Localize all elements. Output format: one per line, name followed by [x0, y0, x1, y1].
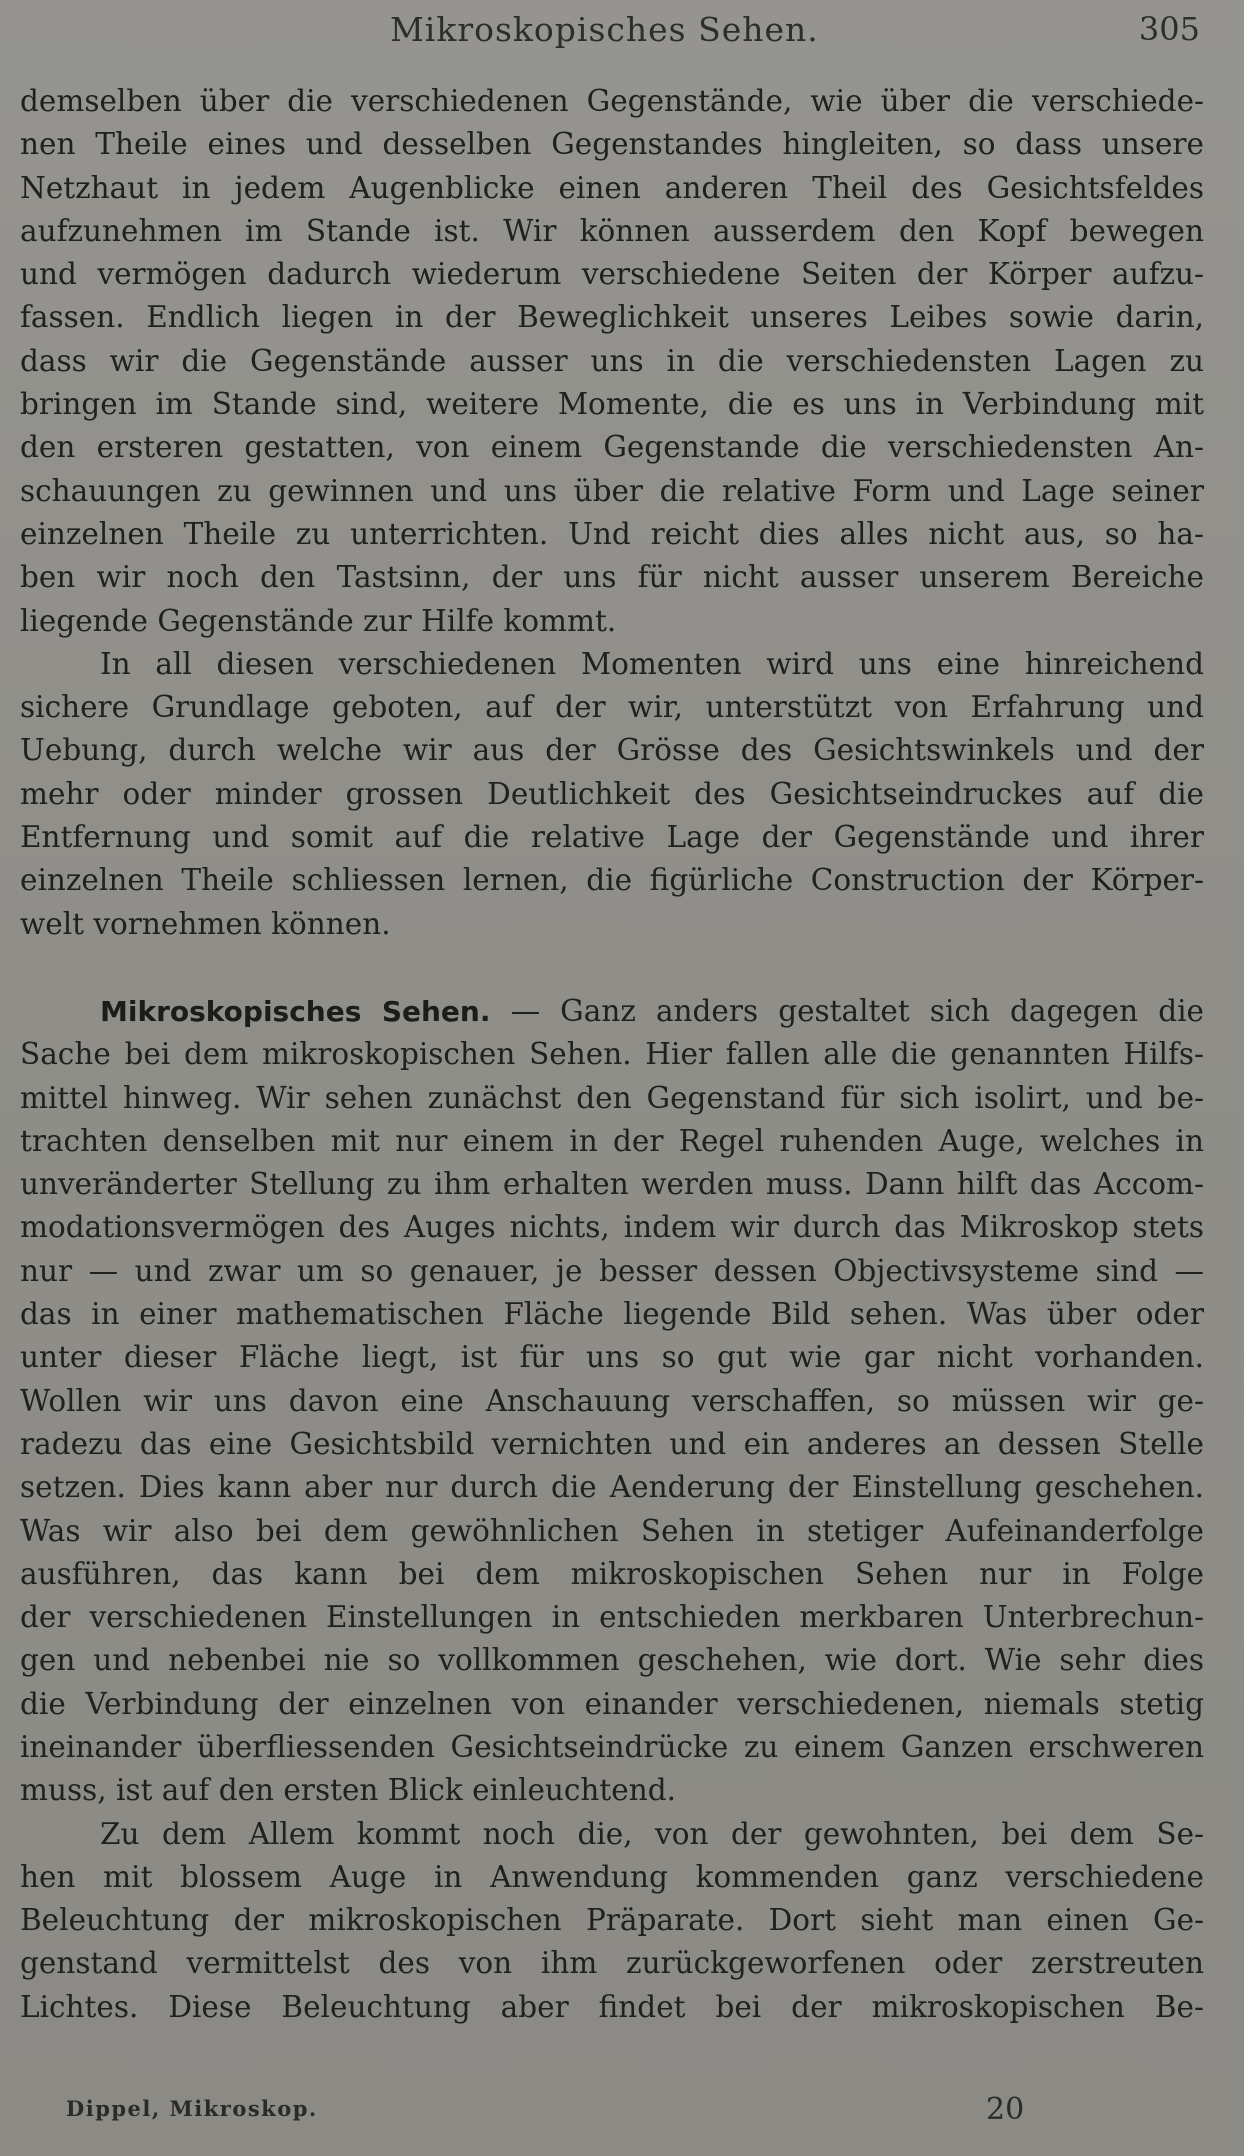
text-line: Uebung, durch welche wir aus der Grösse des Gesichtswinkels und der	[20, 733, 1204, 768]
text-line: muss, ist auf den ersten Blick einleuchtend.	[20, 1773, 677, 1808]
text-line: hen mit blossem Auge in Anwendung kommenden ganz verschiedene	[20, 1859, 1204, 1894]
text-line: unveränderter Stellung zu ihm erhalten werden muss. Dann hilft das Accom-	[20, 1167, 1204, 1202]
text-line: mittel hinweg. Wir sehen zunächst den Gegenstand für sich isolirt, und be-	[20, 1080, 1204, 1115]
text-line: genstand vermittelst des von ihm zurückgeworfenen oder zerstreuten	[20, 1946, 1204, 1981]
text-line	[20, 990, 1204, 1033]
text-line: sichere Grundlage geboten, auf der wir, unterstützt von Erfahrung und	[20, 690, 1204, 725]
text-line: Zu dem Allem kommt noch die, von der gewohnten, bei dem Se-	[100, 1816, 1204, 1851]
text-line: der verschiedenen Einstellungen in entschieden merkbaren Unterbrechun-	[20, 1600, 1204, 1635]
text-line: Sache bei dem mikroskopischen Sehen. Hier fallen alle die genannten Hilfs-	[20, 1037, 1204, 1072]
section-paragraph	[20, 990, 1204, 1813]
text-line: Netzhaut in jedem Augenblicke einen anderen Theil des Gesichtsfeldes	[20, 170, 1204, 205]
text-line: ausführen, das kann bei dem mikroskopischen Sehen nur in Folge	[20, 1556, 1204, 1591]
section-gap	[20, 946, 1204, 990]
page-footer	[0, 2090, 1244, 2130]
text-line: fassen. Endlich liegen in der Beweglichkeit unseres Leibes sowie darin,	[20, 300, 1204, 335]
text-line: dass wir die Gegenstände ausser uns in die verschiedensten Lagen zu	[20, 343, 1204, 378]
text-line: Entfernung und somit auf die relative Lage der Gegenstände und ihrer	[20, 820, 1204, 855]
text-line: Beleuchtung der mikroskopischen Präparate. Dort sieht man einen Ge-	[20, 1903, 1204, 1938]
text-line: In all diesen verschiedenen Momenten wird uns eine hinreichend	[100, 646, 1204, 681]
text-line: modationsvermögen des Auges nichts, indem wir durch das Mikroskop stets	[20, 1210, 1204, 1245]
paragraph-continued	[20, 80, 1204, 643]
text-line: demselben über die verschiedenen Gegenstände, wie über die verschiede-	[20, 84, 1204, 118]
paragraph	[20, 1813, 1204, 2029]
text-line: die Verbindung der einzelnen von einander verschiedenen, niemals stetig	[20, 1686, 1204, 1721]
text-line: Was wir also bei dem gewöhnlichen Sehen in stetiger Aufeinanderfolge	[20, 1513, 1204, 1548]
text-line: einzelnen Theile schliessen lernen, die figürliche Construction der Körper-	[20, 863, 1204, 898]
running-title: Mikroskopisches Sehen.	[390, 10, 819, 49]
text-line: das in einer mathematischen Fläche liegende Bild sehen. Was über oder	[20, 1297, 1204, 1332]
text-line: gen und nebenbei nie so vollkommen geschehen, wie dort. Wie sehr dies	[20, 1643, 1204, 1678]
footer-author: Dippel, Mikroskop.	[66, 2096, 318, 2121]
text-line: Wollen wir uns davon eine Anschauung verschaffen, so müssen wir ge-	[20, 1383, 1204, 1418]
page-number: 305	[1138, 10, 1200, 48]
text-line: nur — und zwar um so genauer, je besser dessen Objectivsysteme sind —	[20, 1253, 1204, 1288]
text-line: setzen. Dies kann aber nur durch die Aenderung der Einstellung geschehen.	[20, 1470, 1204, 1505]
text-line: einzelnen Theile zu unterrichten. Und reicht dies alles nicht aus, so ha-	[20, 516, 1204, 551]
page-header	[0, 8, 1244, 52]
text-line: den ersteren gestatten, von einem Gegenstande die verschiedensten An-	[20, 430, 1204, 465]
text-line: trachten denselben mit nur einem in der Regel ruhenden Auge, welches in	[20, 1123, 1204, 1158]
text-line: und vermögen dadurch wiederum verschiedene Seiten der Körper aufzu-	[20, 257, 1204, 292]
paragraph	[20, 643, 1204, 946]
text-line: unter dieser Fläche liegt, ist für uns so gut wie gar nicht vorhanden.	[20, 1340, 1204, 1375]
signature-mark: 20	[986, 2092, 1025, 2127]
text-line: liegende Gegenstände zur Hilfe kommt.	[20, 603, 617, 638]
text-line: radezu das eine Gesichtsbild vernichten und ein anderes an dessen Stelle	[20, 1426, 1204, 1461]
text-line: schauungen zu gewinnen und uns über die relative Form und Lage seiner	[20, 473, 1204, 508]
text-line: welt vornehmen können.	[20, 906, 391, 941]
text-line: nen Theile eines und desselben Gegenstandes hingleiten, so dass unsere	[20, 127, 1204, 162]
text-line: Lichtes. Diese Beleuchtung aber findet bei der mikroskopischen Be-	[20, 1989, 1204, 2024]
section-heading: Mikroskopisches Sehen.	[100, 994, 491, 1028]
text-line: aufzunehmen im Stande ist. Wir können ausserdem den Kopf bewegen	[20, 213, 1204, 248]
text-line: mehr oder minder grossen Deutlichkeit des Gesichtseindruckes auf die	[20, 776, 1204, 811]
body-text	[20, 80, 1204, 2029]
text-line: ben wir noch den Tastsinn, der uns für nicht ausser unserem Bereiche	[20, 560, 1204, 595]
section-first-line-text: — Ganz anders gestaltet sich dagegen die	[510, 993, 1204, 1028]
text-line: ineinander überfliessenden Gesichtseindrücke zu einem Ganzen erschweren	[20, 1729, 1204, 1764]
text-line: bringen im Stande sind, weitere Momente, die es uns in Verbindung mit	[20, 387, 1204, 422]
